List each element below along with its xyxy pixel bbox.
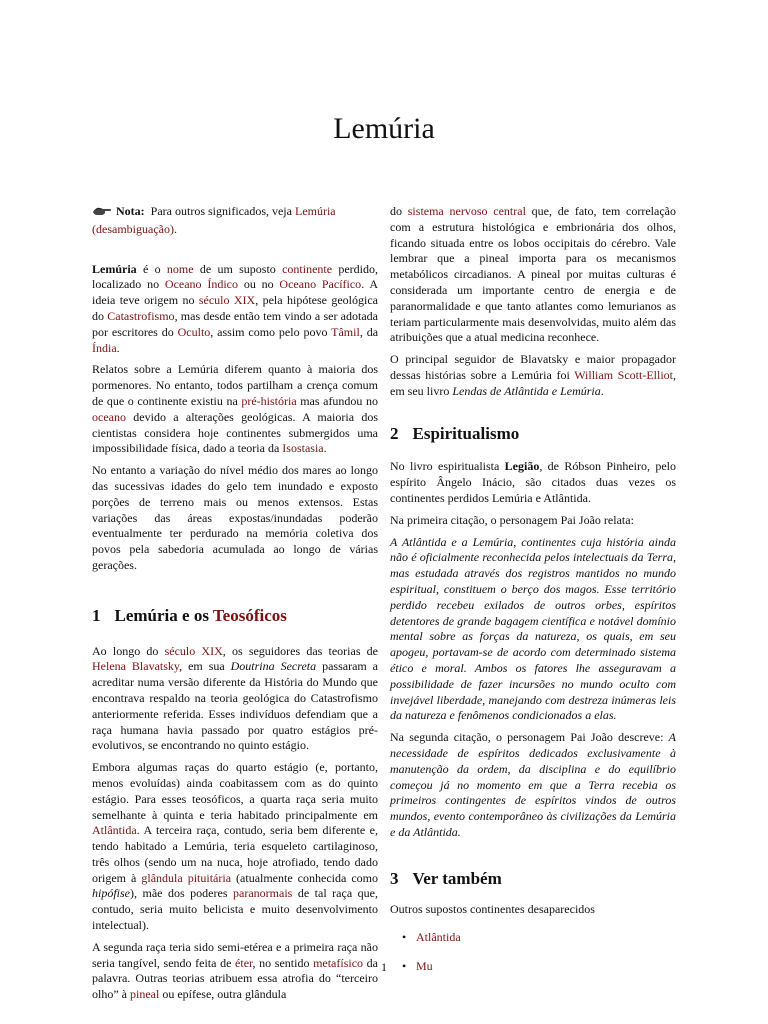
section-2-paragraph-1: No livro espiritualista Legião, de Róbson Pinheiro, pelo espírito Ângelo Inácio, são citados duas vezes os continentes perdidos Lemúria e Atlântida. (390, 459, 676, 505)
section-3-heading: 3 Ver também (390, 868, 502, 888)
continued-paragraph: do sistema nervoso central que, de fato, tem correlação com a estrutura histológica e embrionária dos olhos, ficando situada entre os lobos occipitais do cérebro. Vale lembrar que a pineal importa para os mecanismos metabólicos circadianos. A pineal por muitas culturas é considerada um importante centro de energia e de paranormalidade e que tanto atlantes como lemurianos as teriam particularmente mais desenvolvidas, muito além das atribuições que a atual medicina reconhece. (390, 204, 676, 345)
link-see-also-mu[interactable]: Mu (416, 959, 433, 974)
page-number: 1 (381, 960, 387, 974)
section-2-heading: 2 Espiritualismo (390, 423, 520, 443)
link-metafisico[interactable]: metafísico (313, 955, 364, 970)
link-paranormais[interactable]: paranormais (233, 886, 293, 901)
section-1-paragraph-3: A segunda raça teria sido semi-etérea e a primeira raça não seria tangível, sendo feita de éter, no sentido metafísico da palavra. Outras teorias atribuem essa atrofia do “terceiro olho” à pineal ou epífese, outra glândula (92, 939, 378, 1002)
link-oceano[interactable]: oceano (92, 409, 126, 424)
see-also-intro: Outros supostos continentes desaparecidos (390, 902, 595, 917)
pointing-hand-icon (92, 205, 112, 222)
section-1-heading: 1 Lemúria e os Teosóficos (92, 605, 287, 625)
section-1-paragraph-2: Embora algumas raças do quarto estágio (e, portanto, menos evoluídas) ainda coabitassem com as do quinto estágio. Para esses teosóficos, a quarta raça seria muito semelhante à quinta e teria habitado principalmente em Atlântida. A terceira raça, contudo, seria bem diferente e, tendo habitado a Lemúria, teria esqueleto cartilaginoso, três olhos (sendo um na nuca, hoje atrofiado, tendo dado origem à glândula pituitária (atualmente conhecida como hipófise), mãe dos poderes paranormais de tal raça que, contudo, seria muito belicista e muito desenvolvimento intelectual). (92, 760, 378, 933)
link-seculo-xix[interactable]: século XIX (198, 293, 256, 308)
link-william-scott-elliot[interactable]: William Scott-Elliot (574, 367, 674, 382)
page-title: Lemúria (333, 112, 435, 145)
intro-paragraph-3: No entanto a variação do nível médio dos mares ao longo das sucessivas idades do gelo tem inundado e exposto porções de terreno mais ou menos extensos. Estas variações das áreas expostas/inundadas poderão eventualmente ter perdurado na memória coletiva dos povos pela sabedoria acumulada ao longo de várias gerações. (92, 463, 378, 572)
list-item (390, 930, 676, 946)
link-tamil[interactable]: Tâmil (331, 324, 360, 339)
link-seculo-xix-2[interactable]: século XIX (164, 643, 223, 658)
link-glandula-pituitaria[interactable]: glândula pituitária (141, 870, 232, 885)
scott-elliot-paragraph: O principal seguidor de Blavatsky e maior propagador dessas histórias sobre a Lemúria foi William Scott-Elliot, em seu livro Lendas de Atlântida e Lemúria. (390, 352, 677, 398)
link-continente[interactable]: continente (282, 261, 333, 276)
section-1-paragraph-1: Ao longo do século XIX, os seguidores das teorias de Helena Blavatsky, em sua Doutrina Secreta passaram a acreditar numa versão diferente da História do Mundo que encontrava respaldo na teoria geológica do Catastrofismo anteriormente referida. Esses indivíduos defendiam que a raça humana havia passado por quatro estágios pré-evolutivos, se encontrando no quinto estágio. (92, 643, 379, 753)
link-india[interactable]: Índia (92, 340, 117, 355)
intro-paragraph-2: Relatos sobre a Lemúria diferem quanto à maioria dos pormenores. No entanto, todos partilham a crença comum de que o continente existiu na pré-história mas afundou no oceano devido a alterações geológicas. A maioria dos cientistas considera hoje continentes submergidos uma impossibilidade física, dado a teoria da Isostasia. (92, 362, 378, 456)
section-2-quote-1: A Atlântida e a Lemúria, continentes cuja história ainda não é oficialmente reconhecida pelos intelectuais da Terra, mas estudada através dos registros mantidos no mundo espiritual, constituem o berço dos magos. Esse território perdido recebeu exilados de outros orbes, espíritos detentores de grande bagagem científica e notável domínio mental sobre as forças da natureza, os quais, em seu apogeu, portavam-se de acordo com determinado sistema ético e moral. Ambos os fatores lhe asseguravam a possibilidade de fazer incursões no mundo oculto com invejável liberdade, manejando com destreza inúmeras leis da natureza e fenômenos condicionados a elas. (390, 534, 676, 723)
link-atlantida[interactable]: Atlântida (92, 823, 137, 838)
disambiguation-link[interactable]: Lemúria (desambiguação) (92, 204, 336, 236)
link-teosoficos[interactable]: Teosóficos (212, 605, 287, 625)
left-column (92, 204, 378, 1009)
link-oceano-indico[interactable]: Oceano Índico (164, 277, 239, 292)
right-column (390, 204, 676, 988)
link-eter[interactable]: éter (235, 955, 253, 970)
link-pre-historia[interactable]: pré-história (241, 393, 297, 408)
link-helena-blavatsky[interactable]: Helena Blavatsky (92, 659, 180, 674)
link-nome[interactable]: nome (166, 261, 194, 276)
link-isostasia[interactable]: Isostasia (282, 441, 324, 456)
note-text: Para outros significados, veja (150, 204, 292, 218)
note-label: Nota: (116, 204, 145, 218)
link-oceano-pacifico[interactable]: Oceano Pacífico (279, 277, 362, 292)
link-oculto[interactable]: Oculto (177, 324, 211, 339)
link-pineal[interactable]: pineal (130, 987, 160, 1002)
section-2-paragraph-3: Na segunda citação, o personagem Pai João descreve: A necessidade de espíritos dedicados exclusivamente à manutenção da ordem, da disciplina e do equilíbrio começou já no momento em que a Terra recebia os primeiros contingentes de espíritos vindos de outros mundos, evento contemporâneo às civilizações da Lemúria e da Atlântida. (390, 730, 676, 839)
intro-paragraph-1: Lemúria é o nome de um suposto continente perdido, localizado no Oceano Índico ou no Oceano Pacífico. A ideia teve origem no século XIX, pela hipótese geológica do Catastrofismo, mas desde então tem vindo a ser adotada por escritores do Oculto, assim como pelo povo Tâmil, da Índia. (92, 261, 379, 355)
link-catastrofismo[interactable]: Catastrofismo (107, 308, 175, 323)
link-see-also-atlantida[interactable]: Atlântida (416, 930, 461, 945)
section-2-paragraph-2: Na primeira citação, o personagem Pai João relata: (390, 512, 634, 527)
link-sistema-nervoso-central[interactable]: sistema nervoso central (407, 204, 526, 218)
hatnote: Nota: Para outros significados, veja Lemúria (desambiguação). (92, 204, 336, 236)
